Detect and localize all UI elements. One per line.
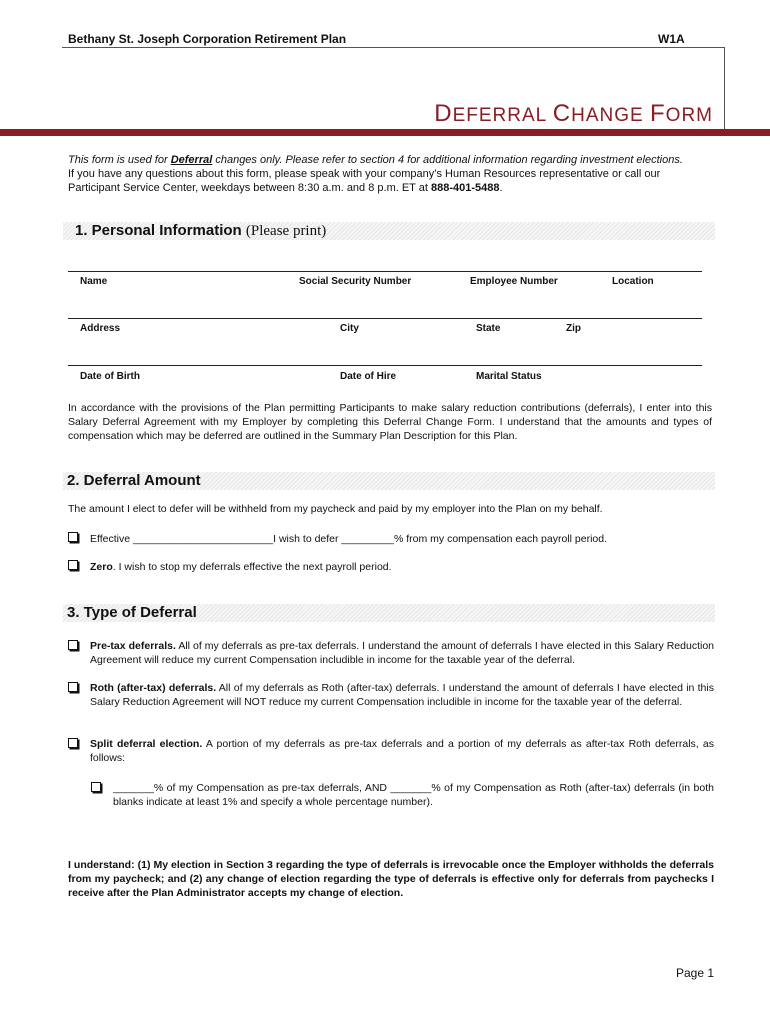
split-checkbox[interactable] [68, 738, 78, 748]
location-field[interactable]: Location [612, 276, 654, 287]
employee-number-field[interactable]: Employee Number [470, 276, 558, 287]
section3-header [63, 604, 715, 622]
plan-name: Bethany St. Joseph Corporation Retirement Plan [68, 32, 347, 46]
section3-title: 3. Type of Deferral [67, 604, 197, 621]
roth-option: Roth (after-tax) deferrals. All of my deferrals as Roth (after-tax) deferrals. I understand the amount of deferrals I have elected in this Salary Reduction Agreement will NOT reduce my current Compensation includible in income for the taxable year of the deferral. [90, 682, 714, 708]
split-percent-checkbox[interactable] [91, 782, 101, 792]
field-rule-3 [68, 365, 702, 366]
zero-option: Zero. I wish to stop my deferrals effective the next payroll period. [90, 561, 392, 573]
ssn-field[interactable]: Social Security Number [299, 276, 412, 287]
intro-text: This form is used for Deferral changes only. Please refer to section 4 for additional information regarding investment elections. If you have any questions about this form, please speak with your company’s Human Resources representative or call our Participant Service Center, weekdays between 8:30 a.m. and 8 p.m. ET at 888-401-5488. [68, 154, 683, 194]
header-rule [62, 47, 725, 48]
title-accent-bar [0, 129, 770, 136]
agreement-text: In accordance with the provisions of the Plan permitting Participants to make salary reduction contributions (deferrals), I enter into this Salary Deferral Agreement with my Employer by completing this Deferral Change Form. I understand that the amounts and types of compensation which may be deferred are outlined in the Summary Plan Description for this Plan. [68, 402, 712, 442]
zero-checkbox[interactable] [68, 560, 78, 570]
form-code: W1A [658, 32, 685, 46]
form-title: DEFERRAL CHANGE FORM [434, 100, 713, 127]
section2-title: 2. Deferral Amount [67, 472, 201, 489]
address-field[interactable]: Address [80, 323, 121, 334]
pretax-checkbox[interactable] [68, 640, 78, 650]
roth-checkbox[interactable] [68, 682, 78, 692]
zip-field[interactable]: Zip [566, 323, 581, 334]
section1-header [63, 222, 715, 240]
field-rule-1 [68, 271, 702, 272]
effective-checkbox[interactable] [68, 532, 78, 542]
split-percent-option: _______% of my Compensation as pre-tax deferrals, AND _______% of my Compensation as Roth (after-tax) deferrals (in both blanks indicate at least 1% and specify a whole percentage number). [113, 782, 714, 808]
name-field[interactable]: Name [80, 276, 108, 287]
field-rule-2 [68, 318, 702, 319]
marital-status-field[interactable]: Marital Status [476, 371, 542, 382]
section1-subtitle: (Please print) [245, 223, 327, 239]
pretax-option: Pre-tax deferrals. All of my deferrals as pre-tax deferrals. I understand the amount of deferrals I have elected in this Salary Reduction Agreement will reduce my current Compensation includible in income for the taxable year of the deferral. [90, 640, 714, 666]
understand-statement: I understand: (1) My election in Section 3 regarding the type of deferrals is irrevocable once the Employer withholds the deferrals from my paycheck; and (2) any change of election regarding the type of deferrals is effective only for deferrals from paychecks I receive after the Plan Administrator accepts my change of election. [68, 859, 714, 899]
effective-option: Effective ________________________I wish to defer _________% from my compensation each payroll period. [90, 533, 607, 545]
city-field[interactable]: City [340, 323, 359, 334]
split-option: Split deferral election. A portion of my deferrals as pre-tax deferrals and a portion of my deferrals as after-tax Roth deferrals, as follows: [90, 738, 715, 764]
state-field[interactable]: State [476, 323, 501, 334]
header-vertical-rule [724, 47, 725, 129]
page-number: Page 1 [676, 966, 715, 980]
deferral-amount-intro: The amount I elect to defer will be withheld from my paycheck and paid by my employer into the Plan on my behalf. [68, 503, 603, 515]
dob-field[interactable]: Date of Birth [80, 371, 140, 382]
section1-title: 1. Personal Information [75, 222, 242, 239]
section2-header [63, 472, 715, 490]
hire-date-field[interactable]: Date of Hire [340, 371, 397, 382]
